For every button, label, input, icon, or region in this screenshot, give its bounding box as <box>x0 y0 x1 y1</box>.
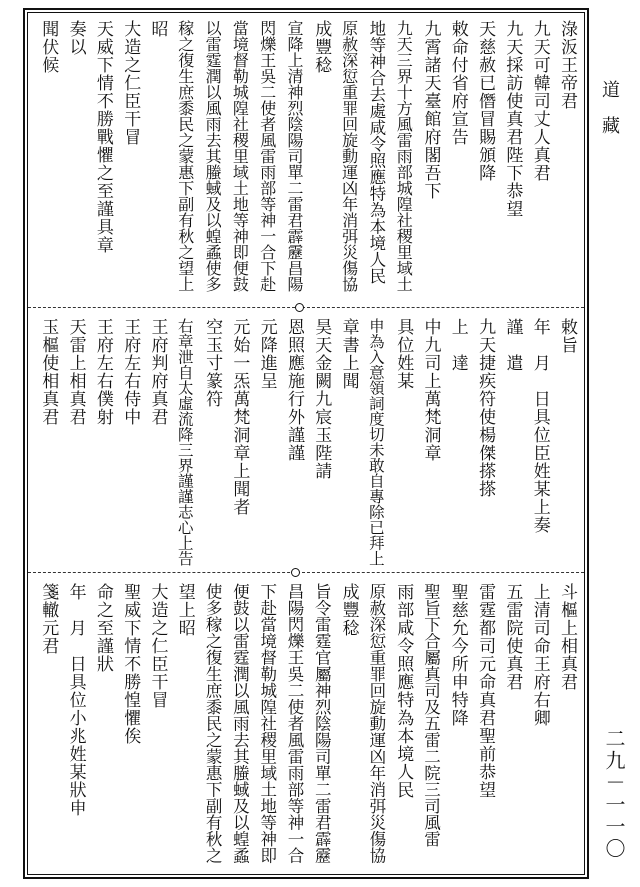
text-column: 宣降上清神烈陰陽司單二雷君霹靂昌陽 <box>285 20 304 292</box>
text-column: 便鼓以雷霆潤以風雨去其螣蜮及以蝗蟊 <box>230 583 250 864</box>
text-column: 九霄諸天臺館府閣吾下 <box>420 20 441 200</box>
text-column: 大造之仁臣干冒 <box>147 583 168 709</box>
text-column: 聖威下情不勝惶懼俟 <box>120 583 141 745</box>
text-column: 當境督勒城隍社稷里域土地等神即便鼓 <box>230 20 250 292</box>
text-column: 天威下情不勝戰懼之至謹具章 <box>92 20 113 254</box>
text-column: 敕命付省府宣告 <box>447 20 468 146</box>
text-block-lower <box>28 577 584 873</box>
text-column: 箋轍元君 <box>38 583 59 655</box>
text-column: 昊天金闕九宸玉陛請 <box>311 318 332 480</box>
text-column: 元始一炁萬梵洞章上聞者 <box>229 318 250 516</box>
text-column: 奏以 <box>65 20 86 56</box>
text-column: 天雷上相真君 <box>65 318 86 426</box>
text-column: 聞伏候 <box>38 20 59 74</box>
text-column: 具位姓某 <box>393 318 414 390</box>
text-column: 空玉寸篆符 <box>202 318 223 408</box>
text-column: 命之至謹狀 <box>92 583 113 673</box>
text-column: 王府左右侍中 <box>120 318 141 426</box>
text-column: 謹 遣 <box>502 318 523 372</box>
text-column: 斗樞上相真君 <box>557 583 577 691</box>
binding-hole-marker <box>291 568 300 577</box>
text-column: 章書上聞 <box>338 318 359 390</box>
text-column: 天慈赦已僭冒賜頒降 <box>475 20 496 182</box>
text-column: 望上昭 <box>174 583 195 637</box>
text-block-middle <box>28 312 584 570</box>
block-separator <box>28 307 584 308</box>
text-column: 敕旨 <box>557 318 577 354</box>
text-column: 成豐稔 <box>311 20 332 74</box>
text-column: 上清司命王府右卿 <box>529 583 550 727</box>
text-column: 雨部咸令照應特為本境人民 <box>393 583 414 799</box>
text-column: 恩照應施行外謹謹 <box>284 318 304 462</box>
text-column: 右章泄自太虛流降三界謹謹志心上告 <box>175 318 194 566</box>
text-column: 申為入意領詞度切未敢自專除已拜上 <box>366 318 385 566</box>
text-column: 九天捷疾符使楊傑搽搽 <box>475 318 496 498</box>
text-column: 稼之復生庶黍民之蒙惠下副有秋之望上 <box>175 20 195 292</box>
text-column: 以雷霆潤以風雨去其螣蜮及以蝗蟊使多 <box>203 20 223 292</box>
text-column: 淥汳王帝君 <box>557 20 577 110</box>
text-column: 聖慈允今所申特降 <box>447 583 468 727</box>
text-column: 年 月 日具位臣姓某上奏 <box>529 318 550 534</box>
text-column: 閃爍王吳二使者風雷雨部等神一合下赴 <box>257 20 277 292</box>
text-column: 地等神合去處咸令照應特為本境人民 <box>366 20 386 284</box>
text-column: 大造之仁臣干冒 <box>120 20 141 146</box>
text-column: 使多稼之復生庶黍民之蒙惠下副有秋之 <box>203 583 223 864</box>
binding-hole-marker <box>295 303 304 312</box>
text-column: 玉樞使相真君 <box>38 318 59 426</box>
text-column: 九天可韓司丈人真君 <box>529 20 550 182</box>
page-number: 二九－一一〇 <box>602 728 626 860</box>
text-column: 旨令雷霆官屬神烈陰陽司單二雷君霹靂 <box>312 583 332 864</box>
text-column: 九天採訪使真君陛下恭望 <box>502 20 523 218</box>
text-column: 雷霆都司元命真君聖前恭望 <box>475 583 496 799</box>
text-column: 原赦深愆重罪回旋動運凶年消弭災傷協 <box>366 583 386 864</box>
text-column: 昌陽閃爍王吳二使者風雷雨部等神一合 <box>285 583 304 864</box>
book-series-label: 道藏 <box>599 80 620 152</box>
text-column: 元降進呈 <box>256 318 277 390</box>
text-column: 昭 <box>147 20 168 38</box>
text-column: 王府判府真君 <box>147 318 168 426</box>
text-column: 成豐稔 <box>338 583 359 637</box>
text-column: 王府左右僕射 <box>92 318 113 426</box>
text-column: 中九司上萬梵洞章 <box>420 318 441 462</box>
text-column: 五雷院使真君 <box>502 583 523 691</box>
text-column: 聖旨下合屬真司及五雷二院三司風雷 <box>421 583 441 847</box>
text-block-upper <box>28 14 584 304</box>
text-column: 下赴當境督勒城隍社稷里域土地等神即 <box>257 583 277 864</box>
text-column: 年 月 日具位小兆姓某狀申 <box>65 583 86 817</box>
text-column: 九天三界十方風雷雨部城隍社稷里域土 <box>394 20 414 292</box>
text-column: 原赦深愆重罪回旋動運凶年消弭災傷協 <box>339 20 359 292</box>
text-column: 上 達 <box>447 318 468 372</box>
block-separator <box>28 572 584 573</box>
